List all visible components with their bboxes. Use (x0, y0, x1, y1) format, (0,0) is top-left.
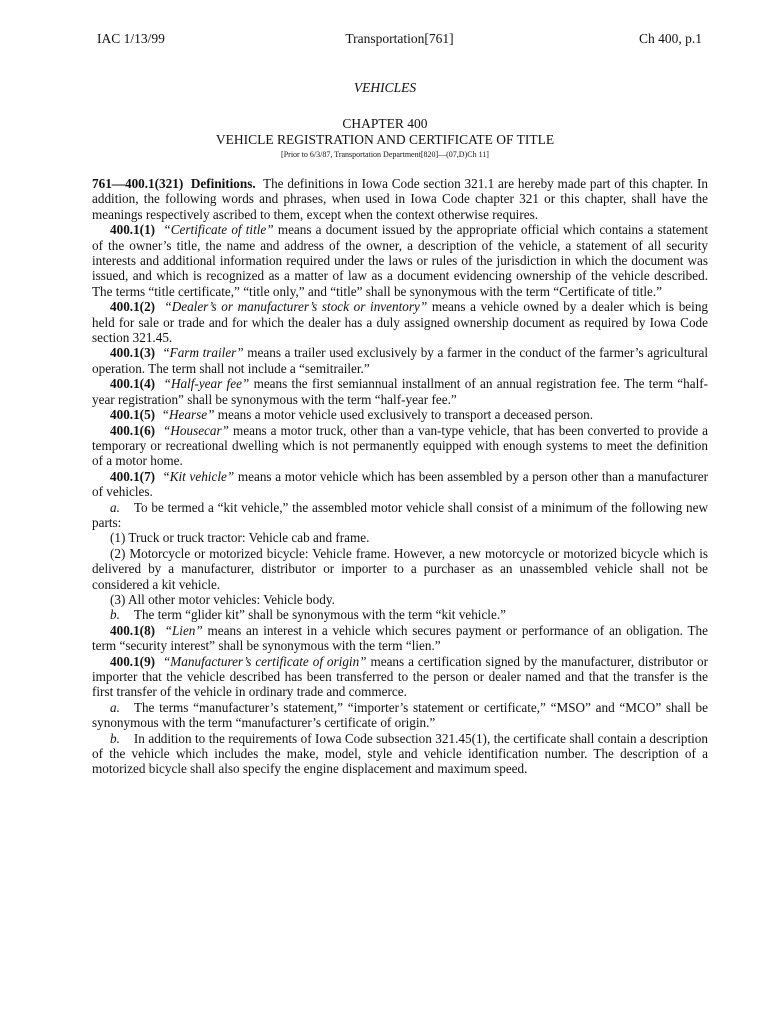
list-item: (3) All other motor vehicles: Vehicle body. (110, 591, 335, 607)
rule-heading: Definitions. (190, 176, 256, 191)
subparagraph (92, 700, 708, 731)
definition-paragraph (92, 423, 708, 469)
definition-term: “Housecar” (163, 422, 229, 438)
definition-number: 400.1(6) (110, 422, 156, 438)
definition-term: “Half-year fee” (163, 376, 250, 392)
definition-text: means the first semiannual installment of an annual registration fee. The term “half-year registration” shall be synonymous with the term “half-year fee.” (92, 376, 709, 407)
subparagraph-label: b. (110, 607, 120, 623)
page-header (97, 31, 702, 49)
definition-paragraph (92, 345, 708, 376)
definition-paragraph (92, 623, 708, 654)
definition-text: means a vehicle owned by a dealer which is being held for sale or trade and for which the dealer has a duly assigned ownership document as required by Iowa Code section 321.45. (92, 299, 709, 346)
rule-intro-text: The definitions in Iowa Code section 321.1 are hereby made part of this chapter. In addition, the following words and phrases, when used in Iowa Code chapter 321 or this chapter, shall have the meanings respectively ascribed to them, except when the context otherwise requires. (92, 176, 708, 222)
definition-number: 400.1(1) (110, 222, 156, 238)
definition-term: “Lien” (164, 622, 203, 638)
subparagraph-text: In addition to the requirements of Iowa Code subsection 321.45(1), the certificate shall contain a description of the vehicle which includes the make, model, style and vehicle identification number. The description of a motorized bicycle shall also specify the engine displacement and maximum speed. (92, 730, 708, 777)
section-title: VEHICLES (353, 80, 417, 95)
definition-term: “Certificate of title” (163, 222, 274, 238)
rule-number: 761—400.1(321) (92, 176, 184, 191)
chapter-number: CHAPTER 400 (342, 116, 428, 131)
list-item: (2) Motorcycle or motorized bicycle: Vehicle frame. However, a new motorcycle or motorized bicycle which is delivered by a manufacturer, distributor or importer to a purchaser as an unassembled vehicle shall not be considered a kit vehicle. (92, 545, 708, 592)
definition-paragraph (92, 654, 708, 700)
chapter-history-note: [Prior to 6/3/87, Transportation Department[820]—(07,D)Ch 11] (281, 150, 489, 159)
header-code-date: IAC 1/13/99 (97, 31, 165, 46)
definition-paragraph (92, 407, 708, 422)
definition-text: means a certification signed by the manufacturer, distributor or importer that the vehicle described has been transferred to the person or dealer named and that the transfer is the first transfer of the vehicle in ordinary trade and commerce. (92, 653, 709, 700)
definition-text: means a motor truck, other than a van-type vehicle, that has been converted to provide a temporary or recreational dwelling which is not permanently equipped with enough systems to meet the definition of a motor home. (92, 422, 709, 469)
definition-term: “Kit vehicle” (162, 468, 235, 484)
header-page-number: Ch 400, p.1 (638, 31, 702, 46)
subparagraph (92, 500, 708, 531)
chapter-heading (0, 116, 770, 148)
definition-text: means an interest in a vehicle which secures payment or performance of an obligation. The term “security interest” shall be synonymous with the term “lien.” (92, 622, 709, 654)
chapter-subject: VEHICLE REGISTRATION AND CERTIFICATE OF TITLE (215, 132, 555, 147)
definition-term: “Manufacturer’s certificate of origin” (162, 653, 367, 669)
document-body (92, 176, 708, 777)
definition-paragraph (92, 299, 708, 345)
definition-number: 400.1(4) (110, 376, 156, 392)
definition-paragraph (92, 222, 708, 299)
subparagraph-text: The terms “manufacturer’s statement,” “importer’s statement or certificate,” “MSO” and “MCO” shall be synonymous with the term “manufacturer’s certificate of origin.” (92, 699, 708, 731)
subparagraph-text: The term “glider kit” shall be synonymous with the term “kit vehicle.” (133, 607, 506, 623)
definition-term: “Hearse” (161, 407, 215, 423)
definition-term: “Farm trailer” (162, 345, 244, 361)
definition-number: 400.1(2) (110, 299, 156, 315)
list-item: (1) Truck or truck tractor: Vehicle cab and frame. (110, 530, 370, 546)
header-agency: Transportation[761] (345, 31, 454, 46)
definition-term: “Dealer’s or manufacturer’s stock or inventory” (164, 299, 428, 315)
definition-text: means a trailer used exclusively by a farmer in the conduct of the farmer’s agricultural operation. The term shall not include a “semitrailer.” (92, 345, 708, 376)
subparagraph-label: a. (110, 499, 120, 515)
definition-number: 400.1(9) (110, 653, 156, 669)
rule-intro (92, 176, 708, 222)
definition-paragraph (92, 376, 708, 407)
subparagraph (92, 607, 708, 622)
subparagraph (92, 731, 708, 777)
definition-number: 400.1(7) (110, 468, 156, 484)
definition-paragraph (92, 469, 708, 500)
subparagraph-label: b. (110, 730, 120, 746)
definition-text: means a document issued by the appropriate official which contains a statement of the owner’s title, the name and address of the owner, a description of the vehicle, a statement of all security interests and additional information required under the laws or rules of the jurisdiction in which the document was issued, and which is recognized as a matter of law as a document evidencing ownership of the vehicle described. The terms “title certificate,” “title only,” and “title” shall be synonymous with the term “Certificate of title.” (92, 222, 709, 299)
subparagraph-text: To be termed a “kit vehicle,” the assembled motor vehicle shall consist of a minimum of the following new parts: (92, 499, 708, 530)
definition-number: 400.1(5) (110, 407, 156, 423)
definition-number: 400.1(3) (110, 345, 156, 361)
subparagraph-label: a. (110, 699, 120, 715)
definition-number: 400.1(8) (110, 622, 156, 638)
definition-text: means a motor vehicle used exclusively to transport a deceased person. (217, 407, 594, 423)
definition-text: means a motor vehicle which has been assembled by a person other than a manufacturer of vehicles. (92, 468, 709, 500)
